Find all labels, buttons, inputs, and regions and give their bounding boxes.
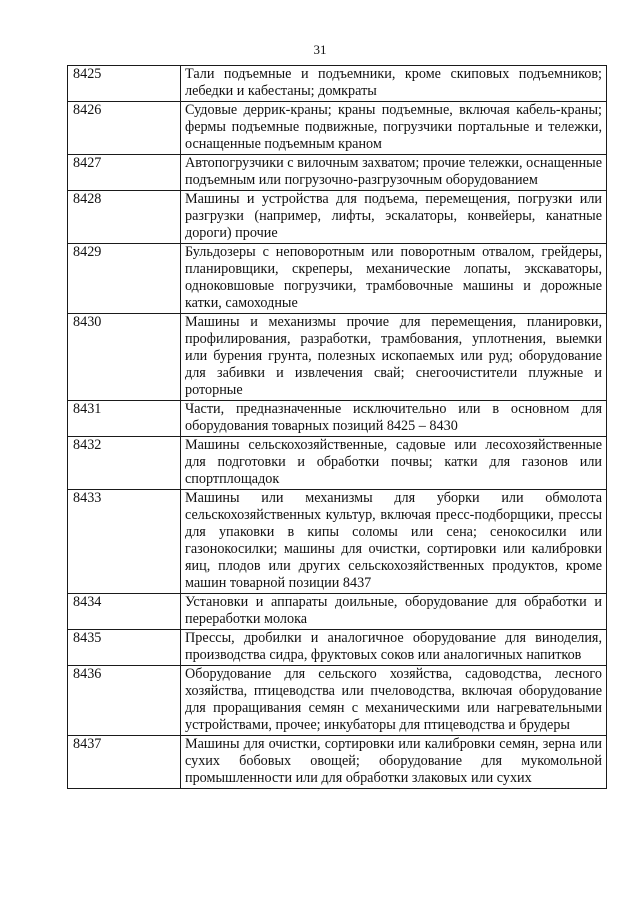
table-row	[68, 401, 607, 437]
table-row	[68, 66, 607, 102]
code-cell: 8427	[68, 155, 181, 191]
table-row	[68, 155, 607, 191]
description-cell: Установки и аппараты доильные, оборудование для обработки и переработки молока	[181, 594, 607, 630]
table-row	[68, 736, 607, 789]
description-cell: Машины и механизмы прочие для перемещения, планировки, профилирования, разработки, трамбования, уплотнения, выемки или бурения грунта, полезных ископаемых или руд; оборудование для забивки и извлечения свай; снегоочистители плужные и роторные	[181, 314, 607, 401]
code-cell: 8431	[68, 401, 181, 437]
code-cell: 8432	[68, 437, 181, 490]
table-row	[68, 102, 607, 155]
code-cell: 8426	[68, 102, 181, 155]
description-cell: Части, предназначенные исключительно или в основном для оборудования товарных позиций 8425 – 8430	[181, 401, 607, 437]
table-row	[68, 666, 607, 736]
table-row	[68, 191, 607, 244]
code-cell: 8430	[68, 314, 181, 401]
description-cell: Судовые деррик-краны; краны подъемные, включая кабель-краны; фермы подъемные подвижные, погрузчики портальные и тележки, оснащенные подъемным краном	[181, 102, 607, 155]
table-row	[68, 244, 607, 314]
code-cell: 8425	[68, 66, 181, 102]
description-cell: Бульдозеры с неповоротным или поворотным отвалом, грейдеры, планировщики, скреперы, механические лопаты, экскаваторы, одноковшовые погрузчики, трамбовочные машины и дорожные катки, самоходные	[181, 244, 607, 314]
commodity-codes-table	[67, 65, 607, 789]
code-cell: 8428	[68, 191, 181, 244]
code-cell: 8437	[68, 736, 181, 789]
table-row	[68, 630, 607, 666]
code-cell: 8436	[68, 666, 181, 736]
page-number: 31	[313, 42, 327, 57]
code-cell: 8429	[68, 244, 181, 314]
description-cell: Машины и устройства для подъема, перемещения, погрузки или разгрузки (например, лифты, эскалаторы, конвейеры, канатные дороги) прочие	[181, 191, 607, 244]
code-cell: 8434	[68, 594, 181, 630]
description-cell: Машины или механизмы для уборки или обмолота сельскохозяйственных культур, включая пресс-подборщики, прессы для упаковки в кипы соломы или сена; сенокосилки или газонокосилки; машины для очистки, сортировки или калибровки яиц, плодов или других сельскохозяйственных продуктов, кроме машин товарной позиции 8437	[181, 490, 607, 594]
description-cell: Автопогрузчики с вилочным захватом; прочие тележки, оснащенные подъемным или погрузочно-разгрузочным оборудованием	[181, 155, 607, 191]
code-cell: 8433	[68, 490, 181, 594]
table-row	[68, 594, 607, 630]
code-cell: 8435	[68, 630, 181, 666]
description-cell: Машины для очистки, сортировки или калибровки семян, зерна или сухих бобовых овощей; оборудование для мукомольной промышленности или для обработки злаковых или сухих	[181, 736, 607, 789]
description-cell: Машины сельскохозяйственные, садовые или лесохозяйственные для подготовки и обработки почвы; катки для газонов или спортплощадок	[181, 437, 607, 490]
table-row	[68, 314, 607, 401]
description-cell: Оборудование для сельского хозяйства, садоводства, лесного хозяйства, птицеводства или пчеловодства, включая оборудование для проращивания семян с механическими или нагревательными устройствами, прочее; инкубаторы для птицеводства и брудеры	[181, 666, 607, 736]
description-cell: Прессы, дробилки и аналогичное оборудование для виноделия, производства сидра, фруктовых соков или аналогичных напитков	[181, 630, 607, 666]
description-cell: Тали подъемные и подъемники, кроме скиповых подъемников; лебедки и кабестаны; домкраты	[181, 66, 607, 102]
table-row	[68, 490, 607, 594]
table-row	[68, 437, 607, 490]
